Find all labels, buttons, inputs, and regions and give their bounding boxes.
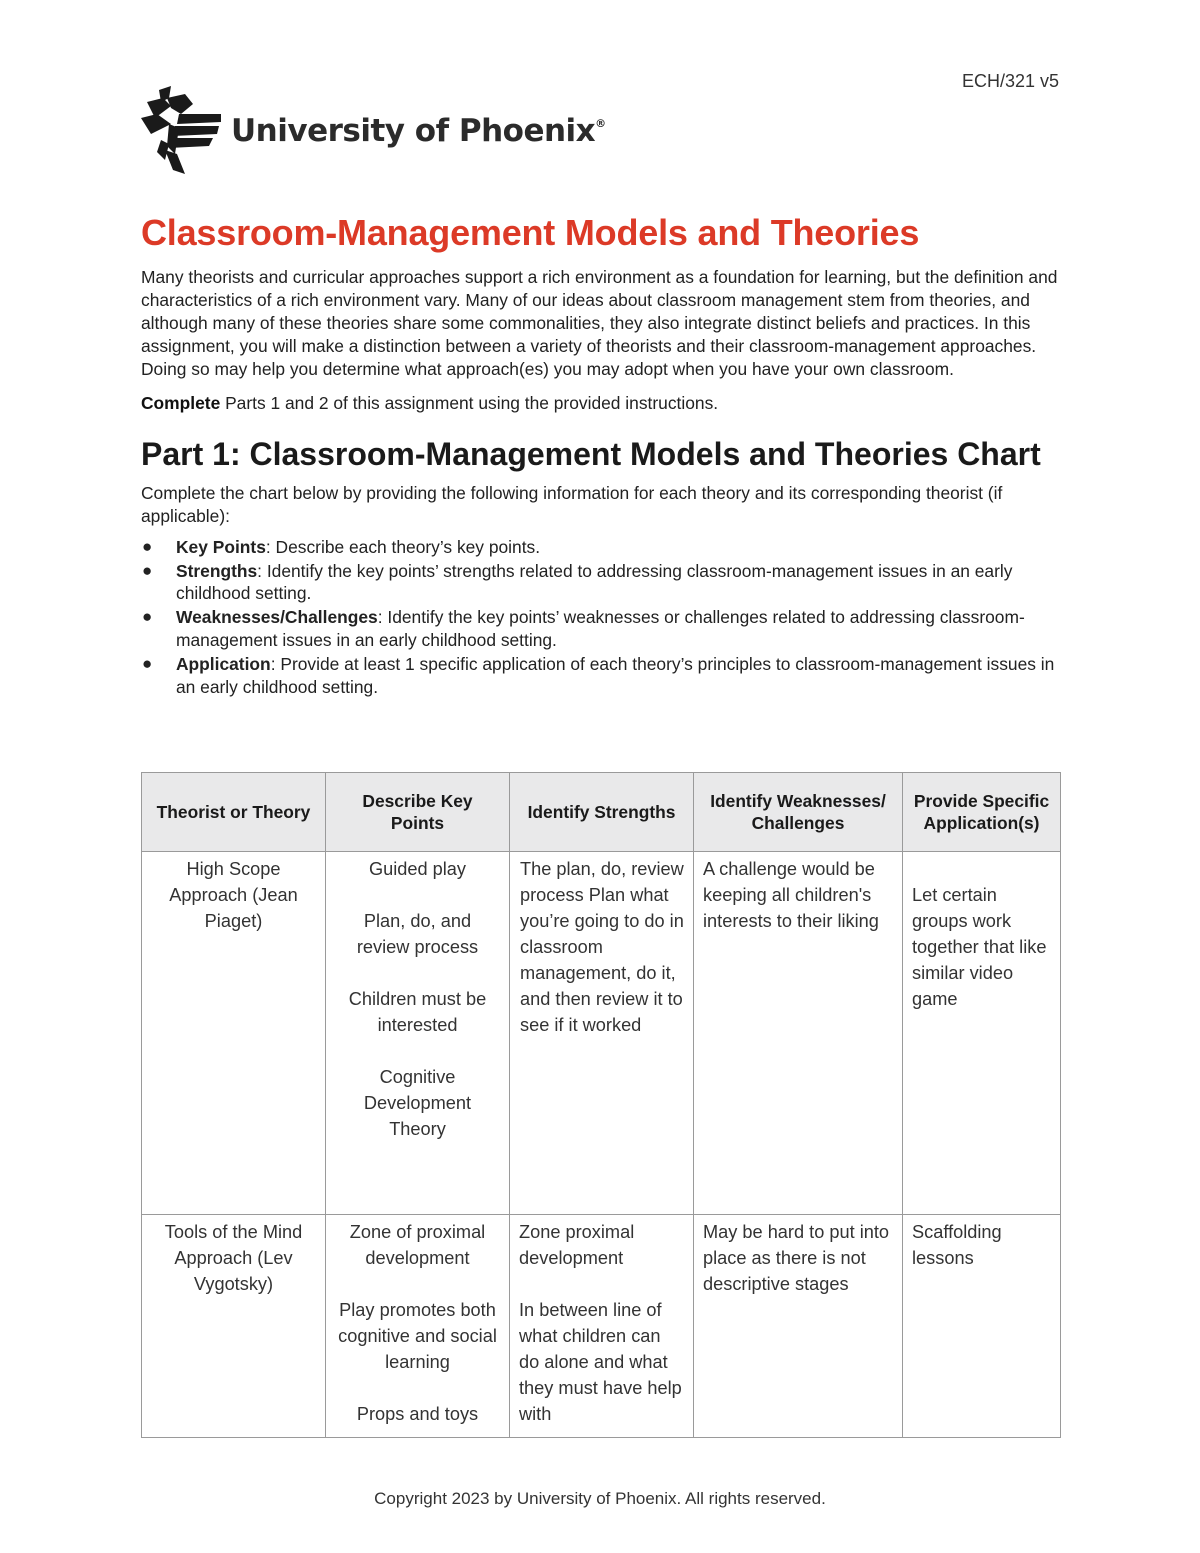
table-row bbox=[142, 1215, 1061, 1438]
theories-chart bbox=[141, 772, 1061, 1438]
list-item: ● Strengths: Identify the key points’ strengths related to addressing classroom-management issues in an early childhood setting. bbox=[142, 560, 1013, 604]
column-header: Provide Specific Application(s) bbox=[903, 773, 1061, 852]
theorist-cell[interactable]: High Scope Approach (Jean Piaget) bbox=[142, 852, 326, 1215]
strengths-cell[interactable]: The plan, do, review process Plan what you’re going to do in classroom management, do it, and then review it to see if it worked bbox=[510, 852, 694, 1215]
key-points-cell[interactable]: Guided play Plan, do, and review process Children must be interested Cognitive Development Theory bbox=[326, 852, 510, 1215]
table-header-row bbox=[142, 773, 1061, 852]
part1-heading: Part 1: Classroom-Management Models and Theories Chart bbox=[141, 436, 1041, 473]
intro-paragraph: Many theorists and curricular approaches support a rich environment as a foundation for learning, but the definition and characteristics of a rich environment vary. Many of our ideas about classroom management stem from theories, and although many of these theories share some commonalities, they also integrate distinct beliefs and practices. In this assignment, you will make a distinction between a variety of theorists and their classroom-management approaches. Doing so may help you determine what approach(es) you may adopt when you have your own classroom. bbox=[141, 267, 1058, 379]
application-cell[interactable]: Scaffolding lessons bbox=[903, 1215, 1061, 1438]
list-item: ● Key Points: Describe each theory’s key points. bbox=[142, 536, 541, 557]
part1-instructions: Complete the chart below by providing the following information for each theory and its corresponding theorist (if applicable): bbox=[141, 483, 1003, 526]
list-item: ● Weaknesses/Challenges: Identify the key points’ weaknesses or challenges related to addressing classroom-management issues in an early childhood setting. bbox=[142, 607, 1025, 650]
criteria-list bbox=[141, 536, 1061, 699]
table-row bbox=[142, 852, 1061, 1215]
university-logo bbox=[141, 84, 606, 176]
column-header: Identify Weaknesses/ Challenges bbox=[694, 773, 903, 852]
complete-instruction: Complete Parts 1 and 2 of this assignment using the provided instructions. bbox=[141, 393, 719, 414]
page-title: Classroom-Management Models and Theories bbox=[141, 212, 920, 253]
column-header: Identify Strengths bbox=[510, 773, 694, 852]
column-header: Describe Key Points bbox=[326, 773, 510, 852]
theorist-cell[interactable]: Tools of the Mind Approach (Lev Vygotsky) bbox=[142, 1215, 326, 1438]
application-cell[interactable]: Let certain groups work together that like similar video game bbox=[903, 852, 1061, 1215]
weaknesses-cell[interactable]: A challenge would be keeping all children's interests to their liking bbox=[694, 852, 903, 1215]
list-item: ● Application: Provide at least 1 specific application of each theory’s principles to classroom-management issues in an early childhood setting. bbox=[142, 653, 1055, 697]
strengths-cell[interactable]: Zone proximal development In between line of what children can do alone and what they must have help with bbox=[510, 1215, 694, 1438]
copyright-footer: Copyright 2023 by University of Phoenix. All rights reserved. bbox=[374, 1489, 826, 1508]
phoenix-bird-icon bbox=[141, 84, 223, 176]
column-header: Theorist or Theory bbox=[142, 773, 326, 852]
course-code: ECH/321 v5 bbox=[961, 71, 1059, 91]
key-points-cell[interactable]: Zone of proximal development Play promotes both cognitive and social learning Props and toys bbox=[326, 1215, 510, 1438]
weaknesses-cell[interactable]: May be hard to put into place as there is not descriptive stages bbox=[694, 1215, 903, 1438]
document-body bbox=[141, 212, 1061, 699]
logo-wordmark: University of Phoenix® bbox=[231, 113, 606, 149]
